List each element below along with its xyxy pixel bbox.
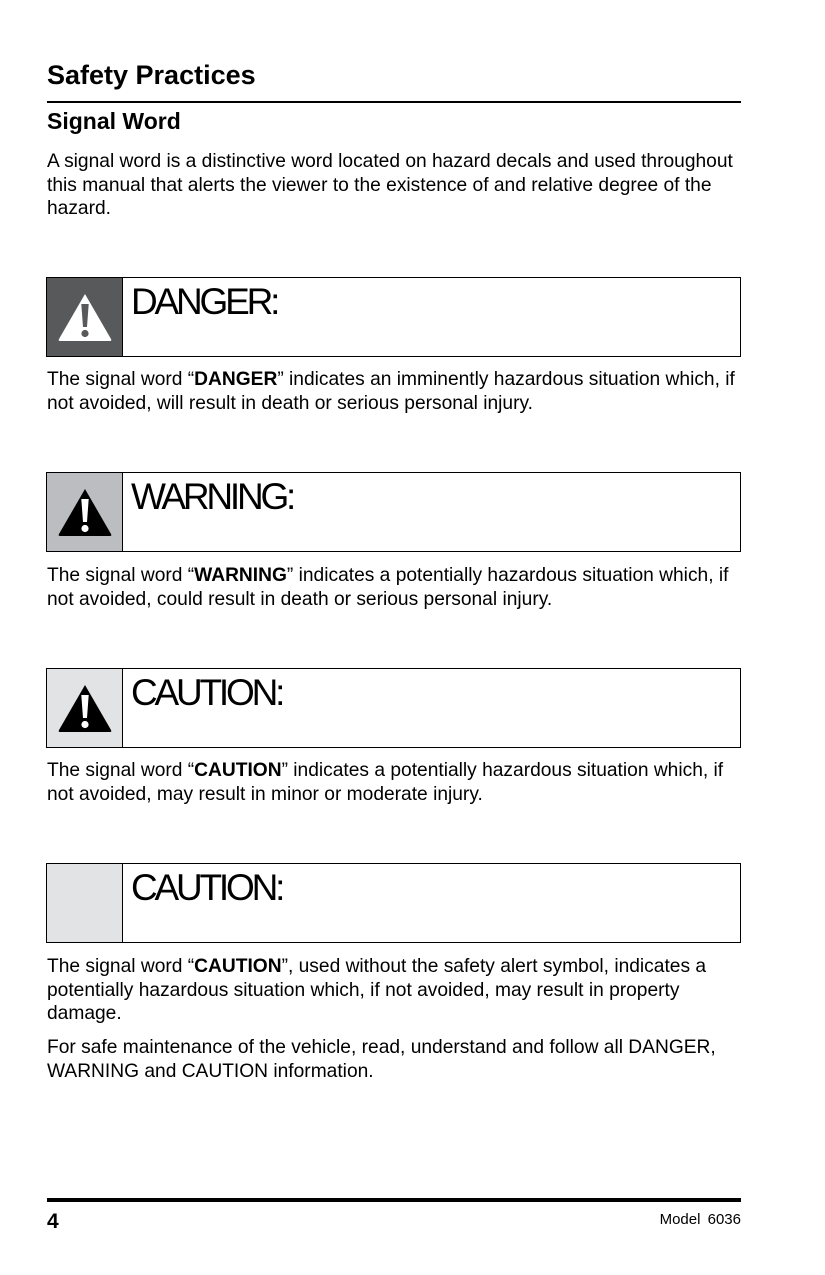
description-text: ” indicates a potentially hazardous situation which, if not avoided, may result in minor or moderate injury.: [47, 760, 724, 805]
safety-alert-icon: [57, 683, 113, 733]
decal-symbol-panel: [47, 278, 123, 356]
safety-alert-icon: [57, 292, 113, 342]
danger-decal: [46, 277, 741, 357]
description-keyword: CAUTION: [194, 956, 282, 977]
description-text: The signal word “: [47, 956, 195, 977]
intro-paragraph: A signal word is a distinctive word located on hazard decals and used throughout this manual that alerts the viewer to the existence of and relative degree of the hazard.: [47, 151, 733, 219]
description-keyword: DANGER: [194, 369, 278, 390]
closing-paragraph: For safe maintenance of the vehicle, read, understand and follow all DANGER, WARNING and CAUTION information.: [47, 1037, 716, 1082]
caution-decal: [46, 668, 741, 748]
description-keyword: CAUTION: [194, 760, 282, 781]
description-text: The signal word “: [47, 369, 195, 390]
subsection-title: Signal Word: [47, 108, 181, 134]
model-label: Model 6036: [659, 1211, 741, 1228]
decal-symbol-panel: [47, 473, 123, 551]
page-number: 4: [47, 1210, 59, 1233]
section-title: Safety Practices: [47, 60, 256, 90]
caution-property-description: [47, 955, 747, 1026]
footer-rule: [47, 1198, 741, 1202]
warning-decal: [46, 472, 741, 552]
description-text: The signal word “: [47, 760, 195, 781]
decal-symbol-panel: [47, 864, 123, 942]
caution-description: [47, 759, 747, 806]
signal-word: CAUTION:: [131, 672, 283, 713]
signal-word: DANGER:: [131, 281, 278, 322]
title-rule: [47, 101, 741, 103]
caution-no-symbol-decal: [46, 863, 741, 943]
signal-word: WARNING:: [131, 476, 294, 517]
decal-symbol-panel: [47, 669, 123, 747]
description-text: The signal word “: [47, 565, 195, 586]
description-keyword: WARNING: [194, 565, 287, 586]
signal-word: CAUTION:: [131, 867, 283, 908]
warning-description: [47, 564, 747, 611]
description-text: ” indicates an imminently hazardous situation which, if not avoided, will result in death or serious personal injury.: [47, 369, 735, 414]
description-text: ”, used without the safety alert symbol, indicates a potentially hazardous situation which, if not avoided, may result in property damage.: [47, 956, 707, 1024]
safety-alert-icon: [57, 487, 113, 537]
description-text: ” indicates a potentially hazardous situation which, if not avoided, could result in death or serious personal injury.: [47, 565, 729, 610]
danger-description: [47, 368, 747, 415]
